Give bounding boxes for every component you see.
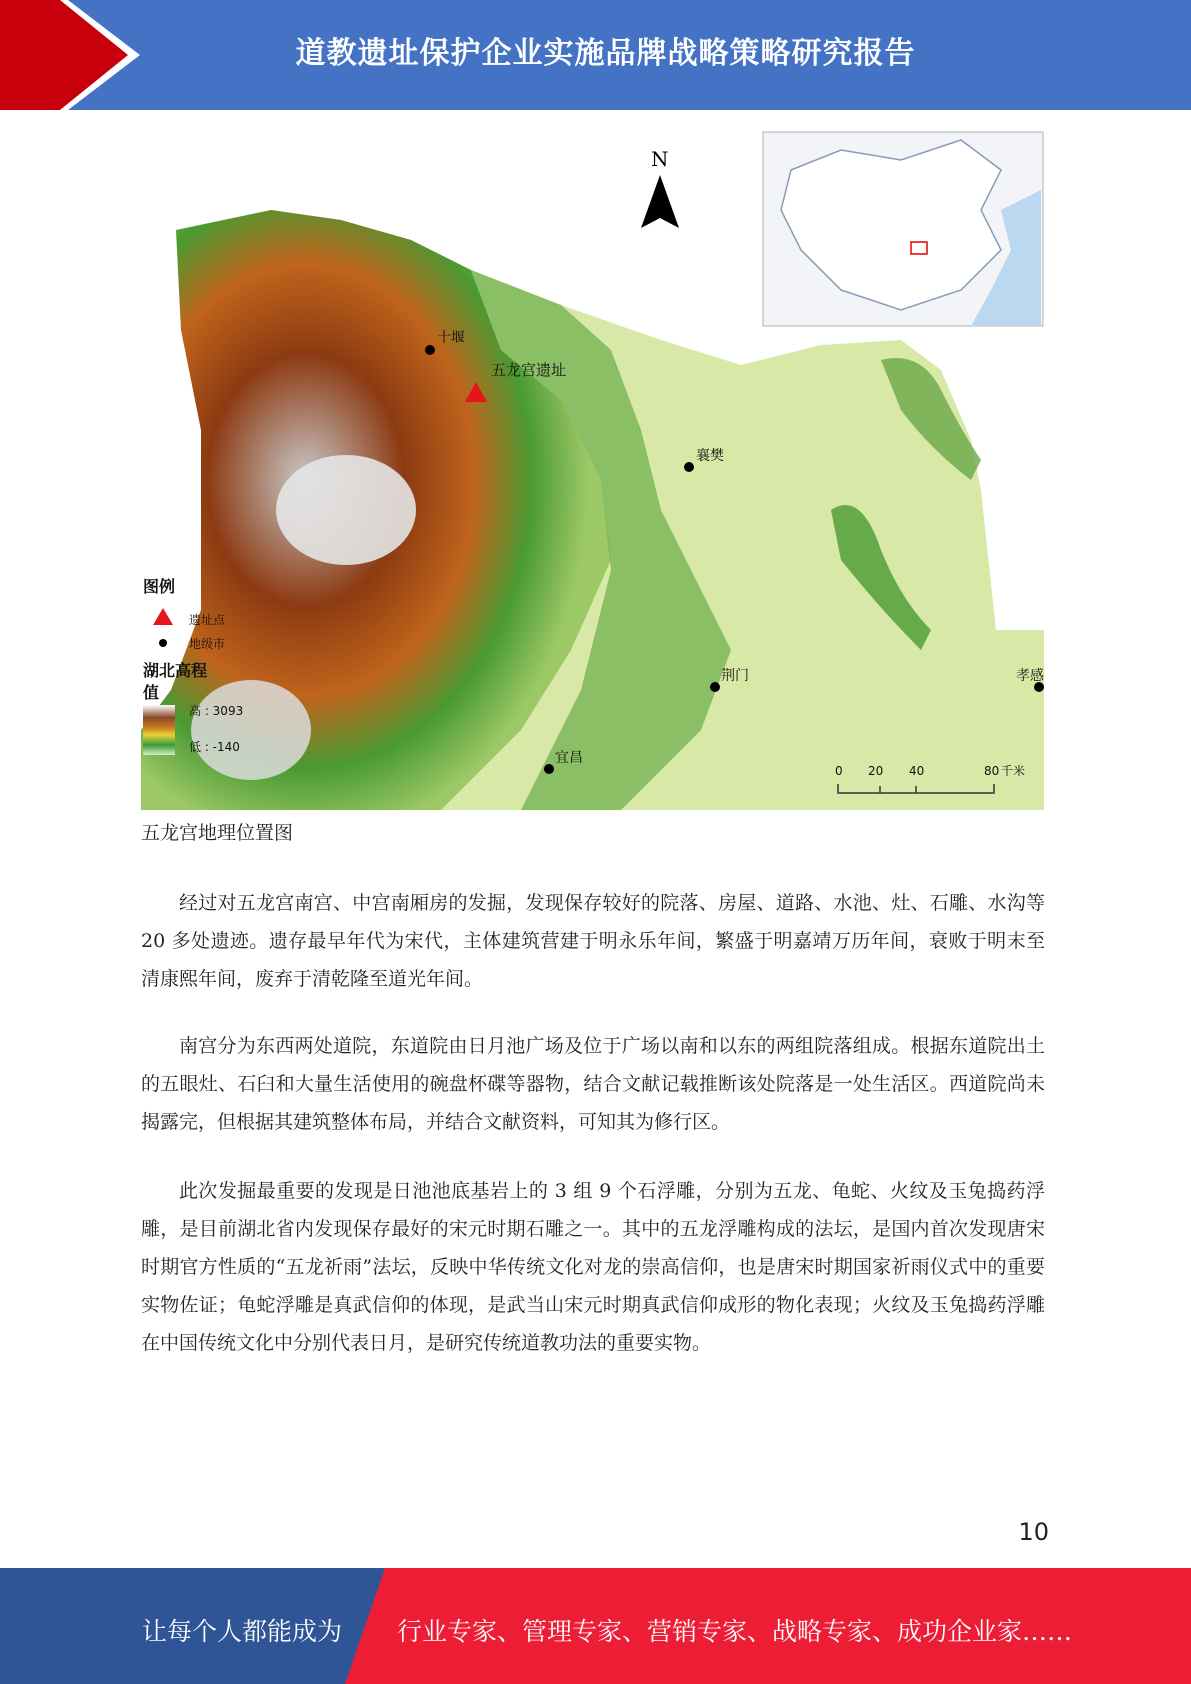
scale-tick-0: 0 <box>835 764 843 778</box>
label-jingmen: 荆门 <box>721 668 749 684</box>
label-yichang: 宜昌 <box>555 750 583 766</box>
terrain-map-svg <box>141 130 1044 810</box>
north-arrow-icon <box>641 175 679 228</box>
legend-low-label: 低 : -140 <box>189 740 240 754</box>
legend-elevation-title-1: 湖北高程 <box>143 661 208 680</box>
legend-title: 图例 <box>143 577 176 596</box>
footer-slogan-left: 让每个人都能成为 <box>142 1617 343 1646</box>
city-dot-xiangfan <box>684 462 694 472</box>
label-xiaogan: 孝感 <box>1016 668 1044 684</box>
legend-elevation-title-2: 值 <box>143 683 160 702</box>
footer-slogan-right: 行业专家、管理专家、营销专家、战略专家、成功企业家…… <box>397 1617 1073 1646</box>
page-header <box>0 0 1191 110</box>
location-map <box>141 130 1044 810</box>
city-dot-shiyan <box>425 345 435 355</box>
page-footer <box>0 1568 1191 1684</box>
label-xiangfan: 襄樊 <box>696 448 724 464</box>
high-peaks-2 <box>191 680 311 780</box>
legend-city-icon <box>159 639 167 647</box>
paragraph-1: 经过对五龙宫南宫、中宫南厢房的发掘，发现保存较好的院落、房屋、道路、水池、灶、石雕、水沟等 20 多处遗迹。遗存最早年代为宋代，主体建筑营建于明永乐年间，繁盛于明嘉靖万历年间，衰败于明末至清康熙年间，废弃于清乾隆至道光年间。 <box>141 892 1045 990</box>
high-peaks <box>276 455 416 565</box>
north-label: N <box>651 147 669 171</box>
report-title: 道教遗址保护企业实施品牌战略策略研究报告 <box>295 36 916 71</box>
legend-site-icon <box>153 608 173 625</box>
paragraph-2: 南宫分为东西两处道院，东道院由日月池广场及位于广场以南和以东的两组院落组成。根据东道院出土的五眼灶、石臼和大量生活使用的碗盘杯碟等器物，结合文献记载推断该处院落是一处生活区。西道院尚未揭露完，但根据其建筑整体布局，并结合文献资料，可知其为修行区。 <box>141 1035 1045 1133</box>
label-shiyan: 十堰 <box>437 330 465 346</box>
legend-city-label: 地级市 <box>189 637 226 651</box>
label-site: 五龙宫遗址 <box>491 361 567 379</box>
legend-high-label: 高 : 3093 <box>189 704 244 718</box>
figure-caption: 五龙宫地理位置图 <box>141 822 294 844</box>
scale-tick-20: 20 <box>868 764 884 778</box>
page-number: 10 <box>1018 1518 1049 1546</box>
city-dot-yichang <box>544 764 554 774</box>
china-inset-map <box>763 132 1043 326</box>
legend-site-label: 遗址点 <box>189 613 226 627</box>
paragraph-3: 此次发掘最重要的发现是日池池底基岩上的 3 组 9 个石浮雕，分别为五龙、龟蛇、火纹及玉兔捣药浮雕，是目前湖北省内发现保存最好的宋元时期石雕之一。其中的五龙浮雕构成的法坛，是国内首次发现唐宋时期官方性质的“五龙祈雨”法坛，反映中华传统文化对龙的崇高信仰，也是唐宋时期国家祈雨仪式中的重要实物佐证；龟蛇浮雕是真武信仰的体现，是武当山宋元时期真武信仰成形的物化表现；火纹及玉兔捣药浮雕在中国传统文化中分别代表日月，是研究传统道教功法的重要实物。 <box>141 1180 1045 1354</box>
scale-tick-80: 80 <box>984 764 1000 778</box>
city-dot-jingmen <box>710 682 720 692</box>
scale-tick-40: 40 <box>909 764 925 778</box>
legend-elevation-ramp <box>143 705 175 755</box>
scale-unit: 千米 <box>1001 764 1026 778</box>
